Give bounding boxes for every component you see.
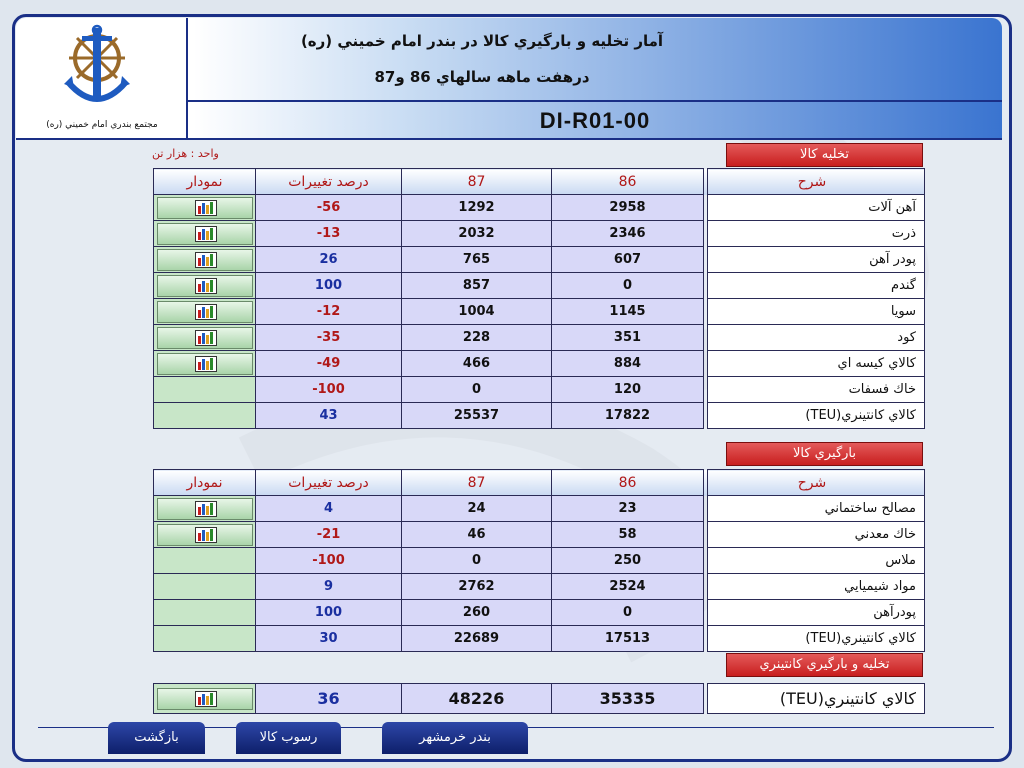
pct-change-cell: -56 (256, 195, 402, 221)
pct-change-cell: 30 (256, 626, 402, 652)
col-header-desc: شرح (708, 169, 925, 195)
value-86-cell: 2346 (552, 221, 704, 247)
section-tag-container: تخليه و بارگيري كانتينري (726, 653, 923, 677)
table-row (154, 299, 925, 325)
description-cell: آهن آلات (708, 195, 925, 221)
loading-table (153, 469, 925, 652)
back-button[interactable]: بازگشت (108, 722, 205, 754)
value-87-cell: 25537 (402, 403, 552, 429)
value-86-cell: 2958 (552, 195, 704, 221)
chart-button[interactable] (157, 197, 253, 219)
description-cell: كالاي كانتينري(TEU) (708, 684, 925, 714)
bar-chart-icon (195, 356, 217, 372)
description-cell: كالاي كانتينري(TEU) (708, 403, 925, 429)
pct-change-cell: 36 (256, 684, 402, 714)
value-87-cell: 48226 (402, 684, 552, 714)
pct-change-cell: 100 (256, 600, 402, 626)
chart-cell (154, 574, 256, 600)
pct-change-cell: -13 (256, 221, 402, 247)
chart-cell (154, 377, 256, 403)
pct-change-cell: -100 (256, 548, 402, 574)
value-86-cell: 607 (552, 247, 704, 273)
col-header-chart: نمودار (154, 470, 256, 496)
pct-change-cell: 9 (256, 574, 402, 600)
table-row (154, 684, 925, 714)
value-86-cell: 17822 (552, 403, 704, 429)
value-87-cell: 2762 (402, 574, 552, 600)
chart-cell (154, 626, 256, 652)
value-87-cell: 1004 (402, 299, 552, 325)
table-row (154, 221, 925, 247)
sediment-button[interactable]: رسوب كالا (236, 722, 341, 754)
value-87-cell: 0 (402, 377, 552, 403)
description-cell: ذرت (708, 221, 925, 247)
chart-button[interactable] (157, 688, 253, 710)
table-row (154, 195, 925, 221)
table-row (154, 403, 925, 429)
value-87-cell: 22689 (402, 626, 552, 652)
bar-chart-icon (195, 200, 217, 216)
value-86-cell: 2524 (552, 574, 704, 600)
chart-cell[interactable] (154, 351, 256, 377)
table-row (154, 522, 925, 548)
chart-cell[interactable] (154, 522, 256, 548)
bar-chart-icon (195, 304, 217, 320)
chart-cell[interactable] (154, 299, 256, 325)
value-86-cell: 58 (552, 522, 704, 548)
description-cell: پودر آهن (708, 247, 925, 273)
value-87-cell: 46 (402, 522, 552, 548)
pct-change-cell: 4 (256, 496, 402, 522)
pct-change-cell: -21 (256, 522, 402, 548)
table-header-row (154, 470, 925, 496)
table-header-row (154, 169, 925, 195)
value-87-cell: 1292 (402, 195, 552, 221)
description-cell: كالاي كانتينري(TEU) (708, 626, 925, 652)
col-header-desc: شرح (708, 470, 925, 496)
page-subtitle: درهفت ماهه سالهاي 86 و87 (374, 68, 590, 86)
bar-chart-icon (195, 527, 217, 543)
chart-cell (154, 548, 256, 574)
chart-button[interactable] (157, 327, 253, 349)
value-86-cell: 0 (552, 600, 704, 626)
pct-change-cell: 43 (256, 403, 402, 429)
chart-cell[interactable] (154, 325, 256, 351)
logo-caption: مجتمع بندري امام خميني (ره) (46, 120, 158, 130)
table-row (154, 325, 925, 351)
container-table (153, 683, 925, 714)
chart-button[interactable] (157, 301, 253, 323)
value-87-cell: 24 (402, 496, 552, 522)
description-cell: خاك فسفات (708, 377, 925, 403)
header-divider-horizontal (188, 100, 1002, 102)
table-row (154, 377, 925, 403)
table-row (154, 273, 925, 299)
col-header-pct: درصد تغييرات (256, 470, 402, 496)
pct-change-cell: 26 (256, 247, 402, 273)
header-divider-vertical (186, 18, 188, 140)
description-cell: گندم (708, 273, 925, 299)
value-87-cell: 0 (402, 548, 552, 574)
bar-chart-icon (195, 278, 217, 294)
chart-cell[interactable] (154, 684, 256, 714)
khorramshahr-port-button[interactable]: بندر خرمشهر (382, 722, 528, 754)
description-cell: مواد شيميايي (708, 574, 925, 600)
value-86-cell: 120 (552, 377, 704, 403)
bar-chart-icon (195, 330, 217, 346)
value-86-cell: 35335 (552, 684, 704, 714)
col-header-87: 87 (402, 169, 552, 195)
chart-button[interactable] (157, 249, 253, 271)
anchor-wheel-logo-icon (60, 24, 134, 114)
col-header-86: 86 (552, 169, 704, 195)
chart-cell[interactable] (154, 195, 256, 221)
value-87-cell: 260 (402, 600, 552, 626)
section-tag-loading: بارگيري كالا (726, 442, 923, 466)
description-cell: كالاي كيسه اي (708, 351, 925, 377)
table-row (154, 247, 925, 273)
chart-cell (154, 403, 256, 429)
chart-cell[interactable] (154, 496, 256, 522)
chart-button[interactable] (157, 223, 253, 245)
value-86-cell: 250 (552, 548, 704, 574)
page-title: آمار تخليه و بارگيري كالا در بندر امام خميني (ره) (300, 32, 664, 50)
value-87-cell: 857 (402, 273, 552, 299)
value-86-cell: 351 (552, 325, 704, 351)
description-cell: كود (708, 325, 925, 351)
chart-button[interactable] (157, 498, 253, 520)
description-cell: سويا (708, 299, 925, 325)
bar-chart-icon (195, 226, 217, 242)
chart-cell[interactable] (154, 221, 256, 247)
bar-chart-icon (195, 691, 217, 707)
bar-chart-icon (195, 501, 217, 517)
value-87-cell: 466 (402, 351, 552, 377)
chart-cell (154, 600, 256, 626)
pct-change-cell: -49 (256, 351, 402, 377)
col-header-pct: درصد تغييرات (256, 169, 402, 195)
pct-change-cell: -12 (256, 299, 402, 325)
unit-label: واحد : هزار تن (152, 147, 219, 160)
discharge-table (153, 168, 925, 429)
description-cell: ملاس (708, 548, 925, 574)
table-row (154, 600, 925, 626)
table-row (154, 548, 925, 574)
value-86-cell: 17513 (552, 626, 704, 652)
table-row (154, 626, 925, 652)
pct-change-cell: -35 (256, 325, 402, 351)
pct-change-cell: -100 (256, 377, 402, 403)
value-87-cell: 765 (402, 247, 552, 273)
col-header-chart: نمودار (154, 169, 256, 195)
col-header-87: 87 (402, 470, 552, 496)
value-87-cell: 228 (402, 325, 552, 351)
value-87-cell: 2032 (402, 221, 552, 247)
chart-cell[interactable] (154, 247, 256, 273)
chart-button[interactable] (157, 353, 253, 375)
header-bottom-border (16, 138, 1002, 140)
chart-cell[interactable] (154, 273, 256, 299)
chart-button[interactable] (157, 275, 253, 297)
table-row (154, 574, 925, 600)
value-86-cell: 0 (552, 273, 704, 299)
description-cell: خاك معدني (708, 522, 925, 548)
description-cell: مصالح ساختماني (708, 496, 925, 522)
pct-change-cell: 100 (256, 273, 402, 299)
value-86-cell: 1145 (552, 299, 704, 325)
bar-chart-icon (195, 252, 217, 268)
col-header-86: 86 (552, 470, 704, 496)
section-tag-discharge: تخليه كالا (726, 143, 923, 167)
table-row (154, 351, 925, 377)
description-cell: پودرآهن (708, 600, 925, 626)
value-86-cell: 884 (552, 351, 704, 377)
chart-button[interactable] (157, 524, 253, 546)
table-row (154, 496, 925, 522)
document-code: DI-R01-00 (539, 108, 651, 133)
value-86-cell: 23 (552, 496, 704, 522)
